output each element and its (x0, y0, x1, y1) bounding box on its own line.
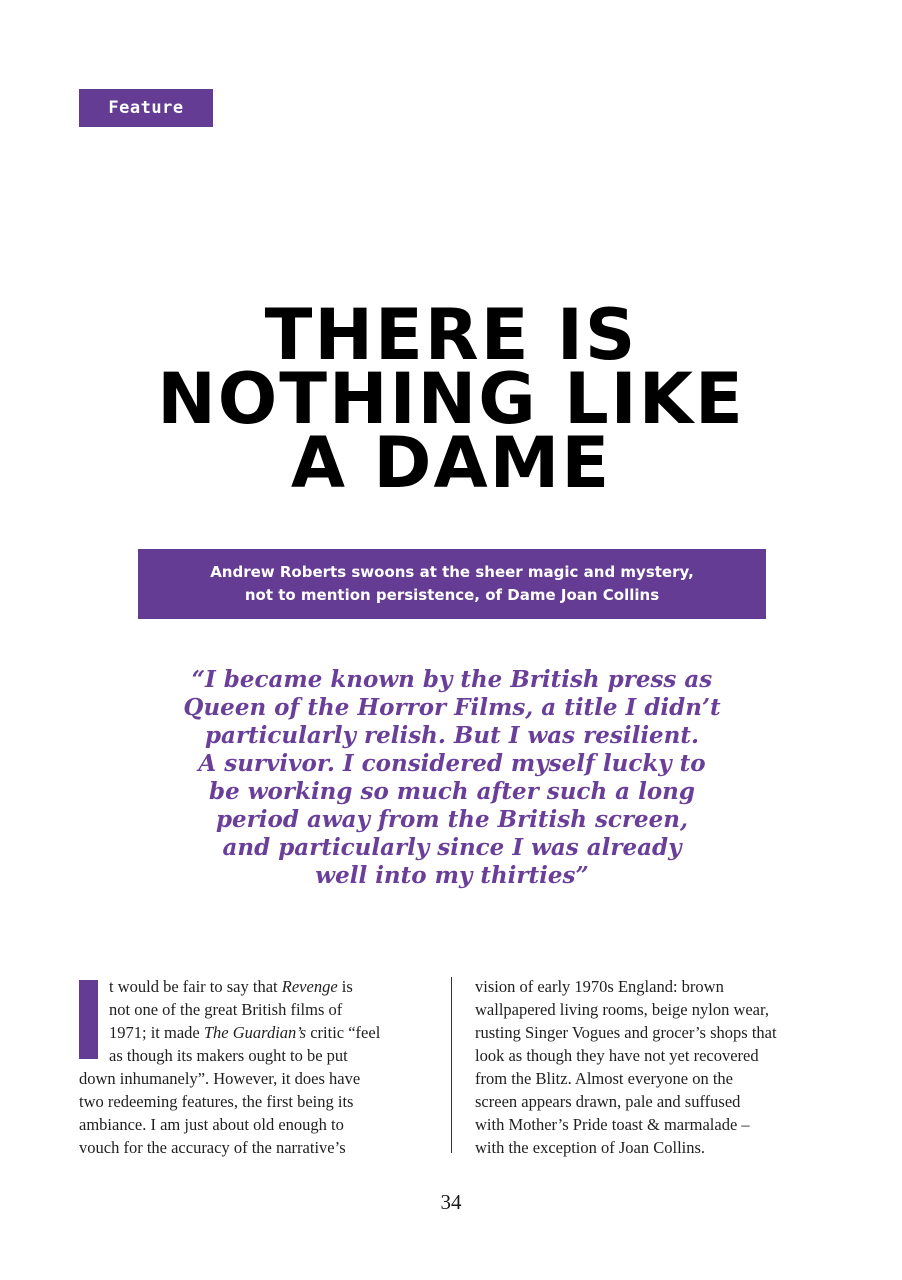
body-line: with the exception of Joan Collins. (475, 1138, 706, 1157)
body-line: not one of the great British films of (109, 1000, 343, 1019)
pull-quote-line: particularly relish. But I was resilient. (204, 722, 700, 749)
body-text: is (337, 977, 353, 996)
body-text: t would be fair to say that (109, 977, 282, 996)
pull-quote-line: be working so much after such a long (209, 778, 695, 805)
film-title: Revenge (281, 977, 338, 996)
pull-quote-line: and particularly since I was already (222, 834, 682, 861)
body-line: ambiance. I am just about old enough to (79, 1115, 344, 1134)
pull-quote-line: Queen of the Horror Films, a title I didn’t (183, 694, 721, 721)
section-tag: Feature (79, 89, 213, 127)
body-line (79, 975, 424, 998)
page-number: 34 (440, 1190, 462, 1214)
column-divider (451, 977, 452, 1153)
body-line: with Mother’s Pride toast & marmalade – (475, 1115, 750, 1134)
headline-line: A DAME (290, 422, 612, 504)
body-line: screen appears drawn, pale and suffused (475, 1092, 741, 1111)
body-column-right (475, 975, 820, 1159)
body-line: rusting Singer Vogues and grocer’s shops that (475, 1023, 777, 1042)
body-line (79, 1021, 424, 1044)
headline-line: THERE IS (264, 294, 638, 376)
pull-quote-line: period away from the British screen, (215, 806, 689, 833)
pull-quote (140, 666, 764, 890)
pull-quote-line: A survivor. I considered myself lucky to (198, 750, 706, 777)
headline (0, 294, 902, 504)
standfirst-line: not to mention persistence, of Dame Joan Collins (244, 586, 660, 604)
body-line: down inhumanely”. However, it does have (79, 1069, 361, 1088)
standfirst-line: Andrew Roberts swoons at the sheer magic and mystery, (210, 563, 694, 581)
body-line: two redeeming features, the first being its (79, 1092, 354, 1111)
headline-line: NOTHING LIKE (157, 358, 745, 440)
standfirst-box (138, 549, 766, 619)
publication-name: The Guardian’s (203, 1023, 307, 1042)
body-line: from the Blitz. Almost everyone on the (475, 1069, 733, 1088)
body-column-left (79, 975, 424, 1159)
pull-quote-line: well into my thirties” (315, 862, 589, 889)
pull-quote-line: “I became known by the British press as (191, 666, 713, 693)
body-text: critic “feel (306, 1023, 381, 1042)
body-line: as though its makers ought to be put (109, 1046, 348, 1065)
body-line: vouch for the accuracy of the narrative’s (79, 1138, 346, 1157)
body-text: 1971; it made (109, 1023, 204, 1042)
body-line: wallpapered living rooms, beige nylon wear, (475, 1000, 769, 1019)
body-line: vision of early 1970s England: brown (475, 977, 724, 996)
body-line: look as though they have not yet recovered (475, 1046, 759, 1065)
